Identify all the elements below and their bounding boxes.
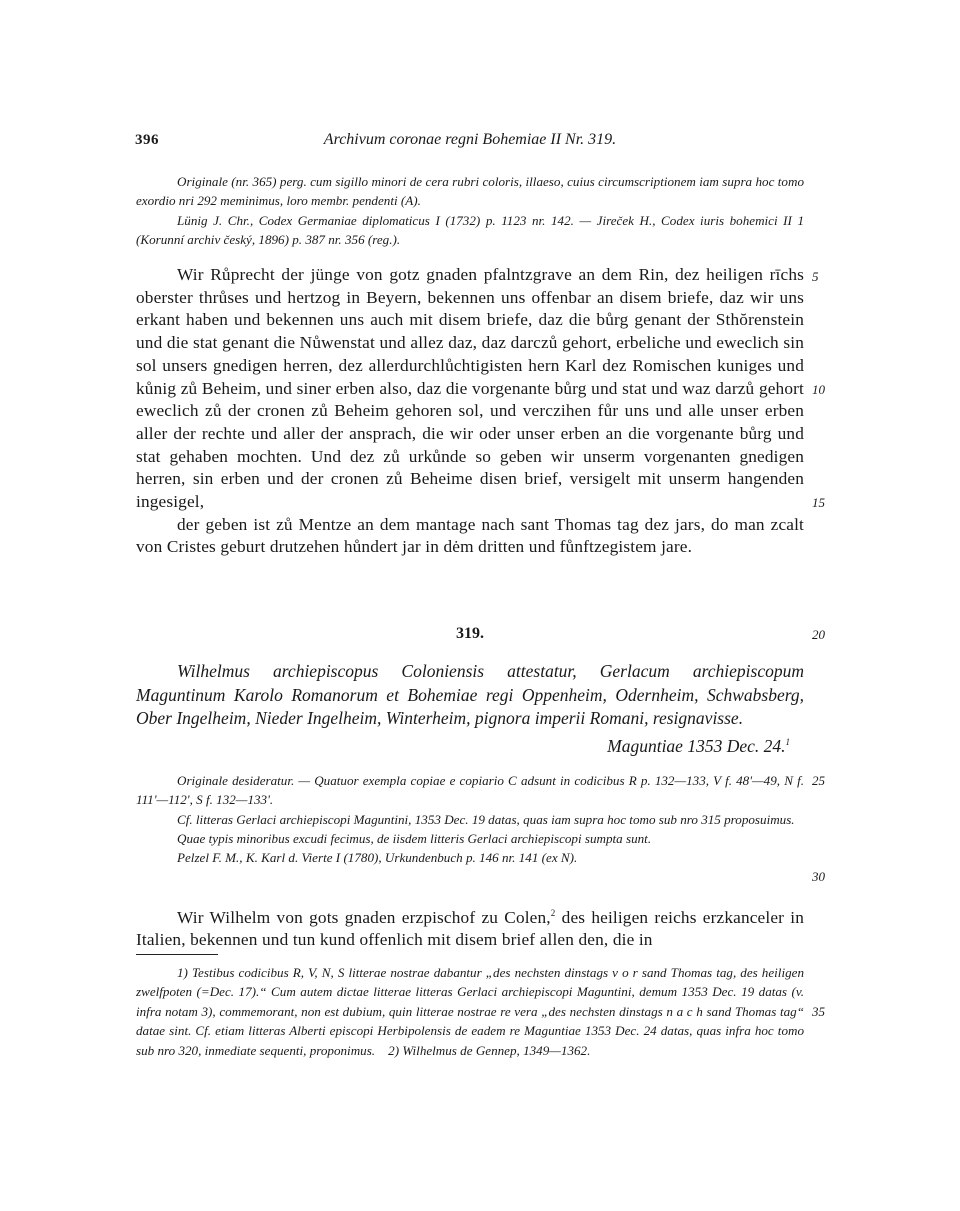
running-title: Archivum coronae regni Bohemiae II Nr. 319.	[323, 131, 617, 148]
line-number: 5	[812, 269, 819, 284]
footnote-marker: 1	[785, 736, 790, 747]
document-number: 319.	[456, 625, 484, 642]
source-notes	[136, 172, 804, 249]
footnote-divider	[136, 954, 218, 955]
page-number: 396	[135, 132, 159, 148]
line-number: 30	[812, 869, 825, 884]
tradition-note: Quae typis minoribus excudi fecimus, de iisdem litteris Gerlaci archiepiscopi sumpta sunt.	[177, 830, 652, 846]
tradition-note: Pelzel F. M., K. Karl d. Vierte I (1780), Urkundenbuch p. 146 nr. 141 (ex N).	[177, 850, 578, 866]
line-number: 10	[812, 382, 825, 397]
charter-text	[136, 264, 804, 559]
source-note: Originale (nr. 365) perg. cum sigillo minori de cera rubri coloris, illaeso, cuius circumscriptionem iam supra hoc tomo exordio nri 292 meminimus, loro membr. pendenti (A).	[136, 174, 804, 209]
charter-paragraph: Wir Růprecht der jünge von gotz gnaden pfalntzgrave an dem Rin, dez heiligen rīchs oberster thrůses und hertzog in Beyern, bekennen uns offenbar an disem briefe, daz wir uns erkant haben und bekennen uns auch mit disem briefe, daz die bůrg genant der Sthŏrenstein und die stat genant die Nůwenstat und allez daz, daz darczů gehort, erbeliche und eweclich sin sol unsers gnedigen herren, dez allerdurchlůchtigisten hern Karl dez Romischen kuniges und kůnig zů Beheim, und siner erben also, daz die vorgenante bůrg und stat und waz darzů gehort eweclich zů der cronen zů Beheim gehoren sol, und verczihen fůr uns und alle unser erben aller der rechte und aller der ansprach, die wir oder unser erben an die vorgenante bůrg und stat gehaben mochten. Und dez zů urkůnde so geben wir unserm vorgenanten gnedigen herren, sin erben und der cronen zů Beheime disen brief, versigelt mit unserm hangenden ingesigel,	[136, 265, 804, 512]
footnote: 2) Wilhelmus de Gennep, 1349—1362.	[388, 1042, 591, 1058]
regest-date: Maguntiae 1353 Dec. 24.$^1$	[607, 735, 790, 756]
footnote-marker: 2	[550, 908, 556, 918]
line-number: 20	[812, 627, 825, 642]
regest-summary: Wilhelmus archiepiscopus Coloniensis attestatur, Gerlacum archiepiscopum Maguntinum Karolo Romanorum et Bohemiae regi Oppenheim, Odernheim, Schwabsberg, Ober Ingelheim, Nieder Ingelheim, Winterheim, pignora imperii Romani, resignavisse.	[136, 661, 804, 729]
tradition-note: Cf. litteras Gerlaci archiepiscopi Maguntini, 1353 Dec. 19 datas, quas iam supra hoc tomo sub nro 315 proposuimus.	[177, 811, 795, 827]
source-note: Lünig J. Chr., Codex Germaniae diplomaticus I (1732) p. 1123 nr. 142. — Jireček H., Codex iuris bohemici II 1 (Korunní archiv český, 1896) p. 387 nr. 356 (reg.).	[136, 212, 804, 247]
regest	[136, 660, 804, 758]
footnotes	[136, 963, 804, 1060]
line-number: 25	[812, 773, 825, 788]
line-number: 35	[812, 1004, 825, 1019]
regest-date-line	[136, 731, 804, 758]
charter-paragraph: Wir Wilhelm von gots gnaden erzpischof zu Colen,$^2$ des heiligen reichs erzkanceler in Italien, bekennen und tun kund offenlich mit disem brief allen den, die in	[136, 907, 805, 950]
charter-dating-clause: der geben ist zů Mentze an dem mantage nach sant Thomas tag dez jars, do man zcalt von Cristes geburt drutzehen hůndert jar in dėm dritten und fůnftzegistem jare.	[136, 514, 804, 557]
tradition-notes	[136, 771, 804, 867]
charter-text-319	[136, 902, 804, 952]
footnote: 1) Testibus codicibus R, V, N, S litterae nostrae dabantur „des nechsten dinstags v o r sand Thomas tag, des heiligen zwelfpoten (=Dec. 17).“ Cum autem dictae litterae litteras Gerlaci archiepiscopi Maguntini, demum 1353 Dec. 19 datas (v. infra notam 3), commemorant, non est dubium, quin litterae nostrae re vera „des nechsten dinstags n a c h sand Thomas tag“ datae sint. Cf. etiam litteras Alberti episcopi Herbipolensis de eadem re Maguntiae 1353 Dec. 24 datas, quas infra hoc tomo sub nro 320, inmediate sequenti, proponimus. 2) Wilhelmus de Gennep, 1349—1362.	[136, 965, 804, 1058]
line-number: 15	[812, 495, 825, 510]
tradition-note: Originale desideratur. — Quatuor exempla copiae e copiario C adsunt in codicibus R p. 132—133, V f. 48'—49, N f. 111'—112', S f. 132—133'.	[136, 773, 804, 808]
